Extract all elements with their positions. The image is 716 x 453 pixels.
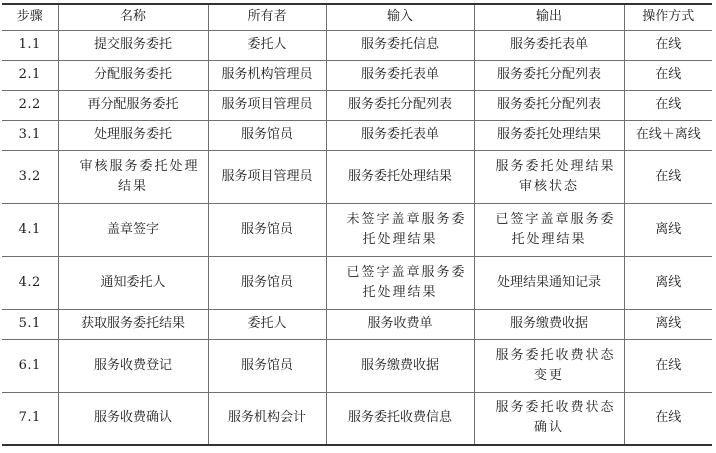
input-cell: 服务缴费收据 bbox=[326, 339, 474, 392]
output-cell: 服务委托分配列表 bbox=[474, 60, 624, 90]
step-cell: 7.1 bbox=[2, 392, 58, 445]
input-cell: 服务委托表单 bbox=[326, 60, 474, 90]
owner-cell: 服务馆员 bbox=[208, 256, 326, 309]
name-cell: 分配服务委托 bbox=[58, 60, 208, 90]
output-cell: 服务缴费收据 bbox=[474, 309, 624, 339]
step-cell: 4.1 bbox=[2, 203, 58, 256]
mode-cell: 在线 bbox=[624, 339, 712, 392]
mode-cell: 离线 bbox=[624, 256, 712, 309]
input-cell: 已签字盖章服务委托处理结果 bbox=[326, 256, 474, 309]
table-row bbox=[2, 309, 712, 339]
input-cell: 服务委托表单 bbox=[326, 120, 474, 150]
output-cell: 已签字盖章服务委托处理结果 bbox=[474, 203, 624, 256]
table-row bbox=[2, 90, 712, 120]
input-cell: 服务委托处理结果 bbox=[326, 150, 474, 203]
name-cell: 提交服务委托 bbox=[58, 30, 208, 60]
owner-cell: 服务项目管理员 bbox=[208, 90, 326, 120]
step-cell: 3.1 bbox=[2, 120, 58, 150]
header-row bbox=[2, 4, 712, 30]
header-input: 输入 bbox=[326, 4, 474, 30]
mode-cell: 在线 bbox=[624, 150, 712, 203]
table-row bbox=[2, 150, 712, 203]
name-cell: 服务收费确认 bbox=[58, 392, 208, 445]
mode-cell: 在线 bbox=[624, 90, 712, 120]
mode-cell: 在线 bbox=[624, 392, 712, 445]
output-cell: 服务委托表单 bbox=[474, 30, 624, 60]
table-row bbox=[2, 60, 712, 90]
table-row bbox=[2, 339, 712, 392]
output-cell: 处理结果通知记录 bbox=[474, 256, 624, 309]
input-cell: 服务委托信息 bbox=[326, 30, 474, 60]
name-cell: 盖章签字 bbox=[58, 203, 208, 256]
owner-cell: 服务机构管理员 bbox=[208, 60, 326, 90]
owner-cell: 服务馆员 bbox=[208, 339, 326, 392]
step-cell: 5.1 bbox=[2, 309, 58, 339]
step-cell: 1.1 bbox=[2, 30, 58, 60]
header-mode: 操作方式 bbox=[624, 4, 712, 30]
service-process-table bbox=[2, 3, 712, 446]
name-cell: 服务收费登记 bbox=[58, 339, 208, 392]
mode-cell: 在线 bbox=[624, 30, 712, 60]
input-cell: 未签字盖章服务委托处理结果 bbox=[326, 203, 474, 256]
name-cell: 审核服务委托处理结果 bbox=[58, 150, 208, 203]
table-row bbox=[2, 30, 712, 60]
output-cell: 服务委托收费状态确认 bbox=[474, 392, 624, 445]
header-step: 步骤 bbox=[2, 4, 58, 30]
step-cell: 4.2 bbox=[2, 256, 58, 309]
step-cell: 2.2 bbox=[2, 90, 58, 120]
step-cell: 2.1 bbox=[2, 60, 58, 90]
header-output: 输出 bbox=[474, 4, 624, 30]
mode-cell: 离线 bbox=[624, 309, 712, 339]
step-cell: 3.2 bbox=[2, 150, 58, 203]
output-cell: 服务委托分配列表 bbox=[474, 90, 624, 120]
input-cell: 服务收费单 bbox=[326, 309, 474, 339]
owner-cell: 委托人 bbox=[208, 30, 326, 60]
owner-cell: 服务项目管理员 bbox=[208, 150, 326, 203]
owner-cell: 服务机构会计 bbox=[208, 392, 326, 445]
input-cell: 服务委托分配列表 bbox=[326, 90, 474, 120]
name-cell: 通知委托人 bbox=[58, 256, 208, 309]
name-cell: 处理服务委托 bbox=[58, 120, 208, 150]
header-name: 名称 bbox=[58, 4, 208, 30]
output-cell: 服务委托处理结果审核状态 bbox=[474, 150, 624, 203]
output-cell: 服务委托处理结果 bbox=[474, 120, 624, 150]
table-row bbox=[2, 256, 712, 309]
table-row bbox=[2, 392, 712, 445]
table-row bbox=[2, 120, 712, 150]
header-owner: 所有者 bbox=[208, 4, 326, 30]
mode-cell: 在线 bbox=[624, 60, 712, 90]
mode-cell: 在线＋离线 bbox=[624, 120, 712, 150]
mode-cell: 离线 bbox=[624, 203, 712, 256]
name-cell: 获取服务委托结果 bbox=[58, 309, 208, 339]
owner-cell: 服务馆员 bbox=[208, 203, 326, 256]
owner-cell: 服务馆员 bbox=[208, 120, 326, 150]
owner-cell: 委托人 bbox=[208, 309, 326, 339]
table-row bbox=[2, 203, 712, 256]
output-cell: 服务委托收费状态变更 bbox=[474, 339, 624, 392]
input-cell: 服务委托收费信息 bbox=[326, 392, 474, 445]
step-cell: 6.1 bbox=[2, 339, 58, 392]
name-cell: 再分配服务委托 bbox=[58, 90, 208, 120]
